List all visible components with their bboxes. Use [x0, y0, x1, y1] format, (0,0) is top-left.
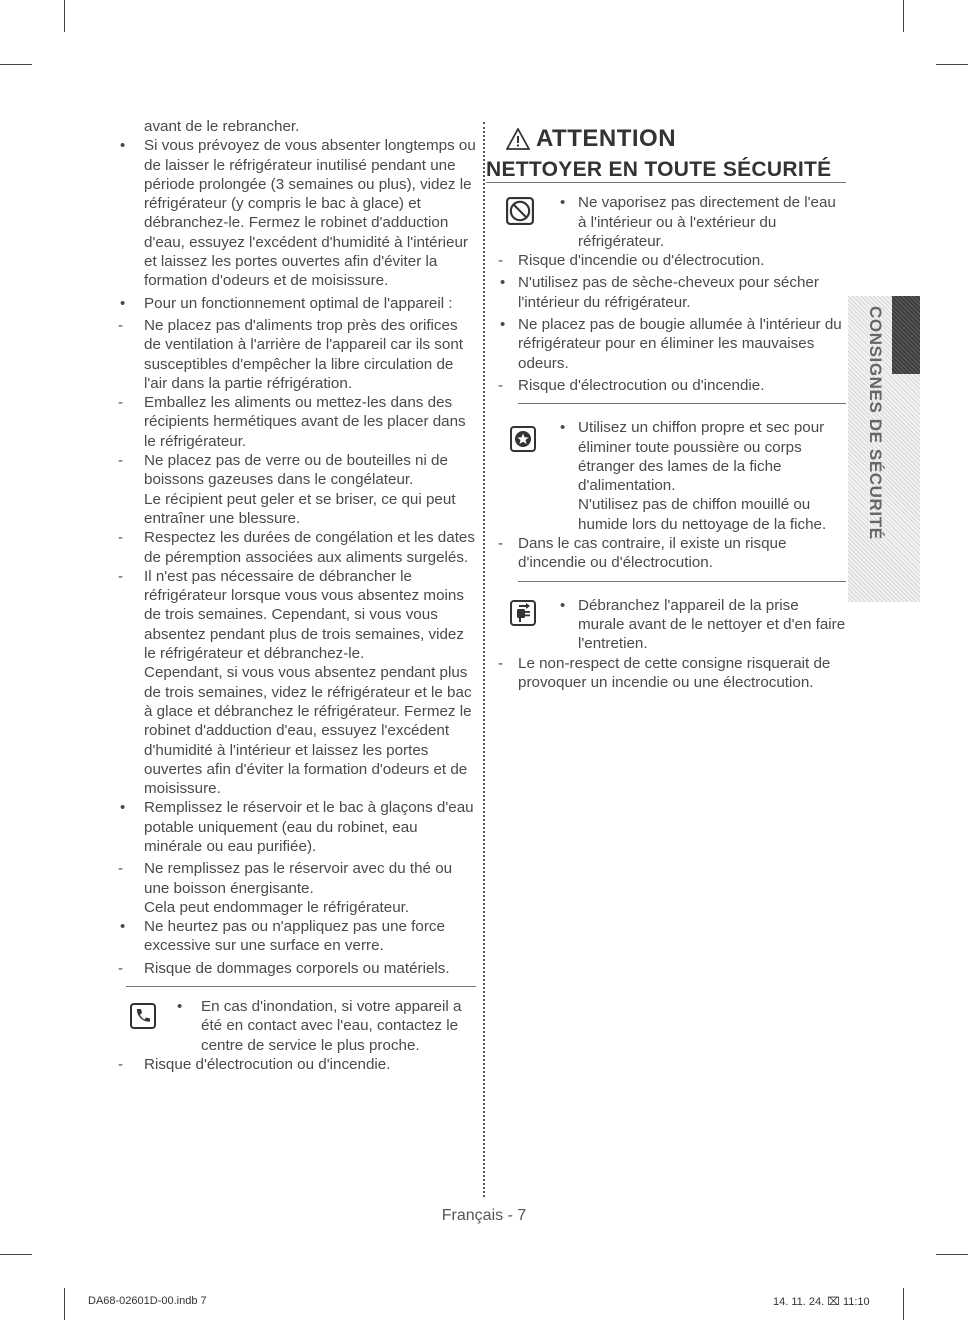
- dash-item: - Il n'est pas nécessaire de débrancher le réfrigérateur lorsque vous vous absentez moins de trois semaines. Cependant, si vous vous absentez pendant plus de trois semaines, videz le réfrigérateur et débranchez-le.: [118, 567, 464, 663]
- dash-item: - Ne placez pas de verre ou de bouteilles ni de boissons gazeuses dans le congélateur.: [118, 452, 448, 489]
- bullet-item: • Débranchez l'appareil de la prise murale avant de le nettoyer et d'en faire l'entretien.: [560, 596, 846, 653]
- spray-notice: [496, 193, 846, 251]
- unplug-icon: [510, 600, 536, 626]
- bullet-item: • Ne heurtez pas ou n'appliquez pas une force excessive sur une surface en verre.: [120, 918, 445, 955]
- dash-item: - Risque de dommages corporels ou matériels.: [118, 959, 450, 977]
- right-column: [486, 122, 846, 692]
- dash-item: - Ne remplissez pas le réservoir avec du thé ou une boisson énergisante.: [118, 860, 453, 897]
- bullet-item: • Pour un fonctionnement optimal de l'appareil :: [120, 294, 453, 312]
- divider: [518, 581, 846, 582]
- bullet-item: • En cas d'inondation, si votre appareil a été en contact avec l'eau, contactez le centre de service le plus proche.: [177, 998, 462, 1054]
- paragraph: Cela peut endommager le réfrigérateur.: [144, 898, 410, 916]
- section-title: NETTOYER EN TOUTE SÉCURITÉ: [486, 160, 846, 183]
- attention-heading: ATTENTION: [506, 128, 846, 150]
- paragraph: Le récipient peut geler et se briser, ce qui peut entraîner une blessure.: [144, 490, 456, 527]
- dash-item: - Respectez les durées de congélation et les dates de péremption associées aux aliments surgelés.: [118, 529, 475, 566]
- phone-icon: [130, 1003, 156, 1029]
- crop-mark: [0, 1254, 32, 1255]
- bullet-item: • Si vous prévoyez de vous absenter longtemps ou de laisser le réfrigérateur inutilisé pendant une période prolongée (3 semaines ou plus), videz le réfrigérateur (y compris le bac à glace) et débranchez-le. Fermez le robinet d'adduction d'eau, essuyez l'excédent d'humidité à l'intérieur et laissez les portes ouvertes afin d'éviter la formation d'odeurs et de moisissure.: [120, 137, 476, 290]
- crop-mark: [903, 0, 904, 32]
- divider: [126, 986, 476, 987]
- dash-item: - Ne placez pas d'aliments trop près des orifices de ventilation à l'arrière de l'appareil car ils sont susceptibles d'empêcher la libre circulation de l'air dans la partie réfrigération.: [118, 316, 463, 392]
- crop-mark: [903, 1288, 904, 1320]
- warning-triangle-icon: [506, 128, 530, 150]
- cleaning-notice: [496, 418, 846, 534]
- dash-item: - Le non-respect de cette consigne risquerait de provoquer un incendie ou une électrocution.: [498, 654, 831, 691]
- side-tab-label: CONSIGNES DE SÉCURITÉ: [866, 306, 885, 540]
- bullet-item: • Ne vaporisez pas directement de l'eau à l'intérieur ou à l'extérieur du réfrigérateur.: [560, 194, 836, 250]
- dash-item: - Risque d'électrocution ou d'incendie.: [118, 1055, 391, 1073]
- bullet-item: • Utilisez un chiffon propre et sec pour éliminer toute poussière ou corps étranger des lames de la fiche d'alimentation.: [560, 419, 825, 495]
- dash-item: - Risque d'incendie ou d'électrocution.: [498, 252, 765, 270]
- print-date-label: 14. 11. 24. ⌧ 11:10: [773, 1296, 870, 1308]
- bullet-item: • Remplissez le réservoir et le bac à glaçons d'eau potable uniquement (eau du robinet, eau minérale ou eau purifiée).: [120, 799, 474, 855]
- bullet-item: • N'utilisez pas de sèche-cheveux pour sécher l'intérieur du réfrigérateur.: [500, 274, 819, 311]
- dash-item: - Emballez les aliments ou mettez-les dans des récipients hermétiques avant de les placer dans le réfrigérateur.: [118, 394, 466, 450]
- paragraph: Cependant, si vous vous absentez pendant plus de trois semaines, videz le réfrigérateur et le bac à glace et débranchez le réfrigérateur. Fermez le robinet d'adduction d'eau, essuyez l'excédent d'humidité à l'intérieur et laissez les portes ouvertes afin d'éviter la formation d'odeurs et de moisissure.: [144, 664, 472, 798]
- unplug-notice: [496, 596, 846, 654]
- divider: [518, 403, 846, 404]
- crop-mark: [0, 64, 32, 65]
- dash-item: - Dans le cas contraire, il existe un risque d'incendie ou d'électrocution.: [498, 535, 787, 572]
- column-separator: [483, 122, 485, 1197]
- paragraph: N'utilisez pas de chiffon mouillé ou humide lors du nettoyage de la fiche.: [578, 496, 827, 533]
- paragraph: avant de le rebrancher.: [144, 118, 300, 135]
- side-tab: [848, 296, 920, 602]
- side-tab-marker: [892, 296, 920, 374]
- flood-notice: [116, 997, 476, 1055]
- crop-mark: [64, 1288, 65, 1320]
- star-box-icon: [510, 426, 536, 452]
- left-column: [116, 117, 476, 1074]
- dash-item: - Risque d'électrocution ou d'incendie.: [498, 376, 765, 394]
- no-spray-icon: [506, 197, 534, 225]
- crop-mark: [64, 0, 65, 32]
- bullet-item: • Ne placez pas de bougie allumée à l'intérieur du réfrigérateur pour en éliminer les mauvaises odeurs.: [500, 316, 842, 372]
- page-number: Français - 7: [441, 1207, 527, 1224]
- print-file-label: DA68-02601D-00.indb 7: [88, 1295, 207, 1307]
- crop-mark: [936, 64, 968, 65]
- crop-mark: [936, 1254, 968, 1255]
